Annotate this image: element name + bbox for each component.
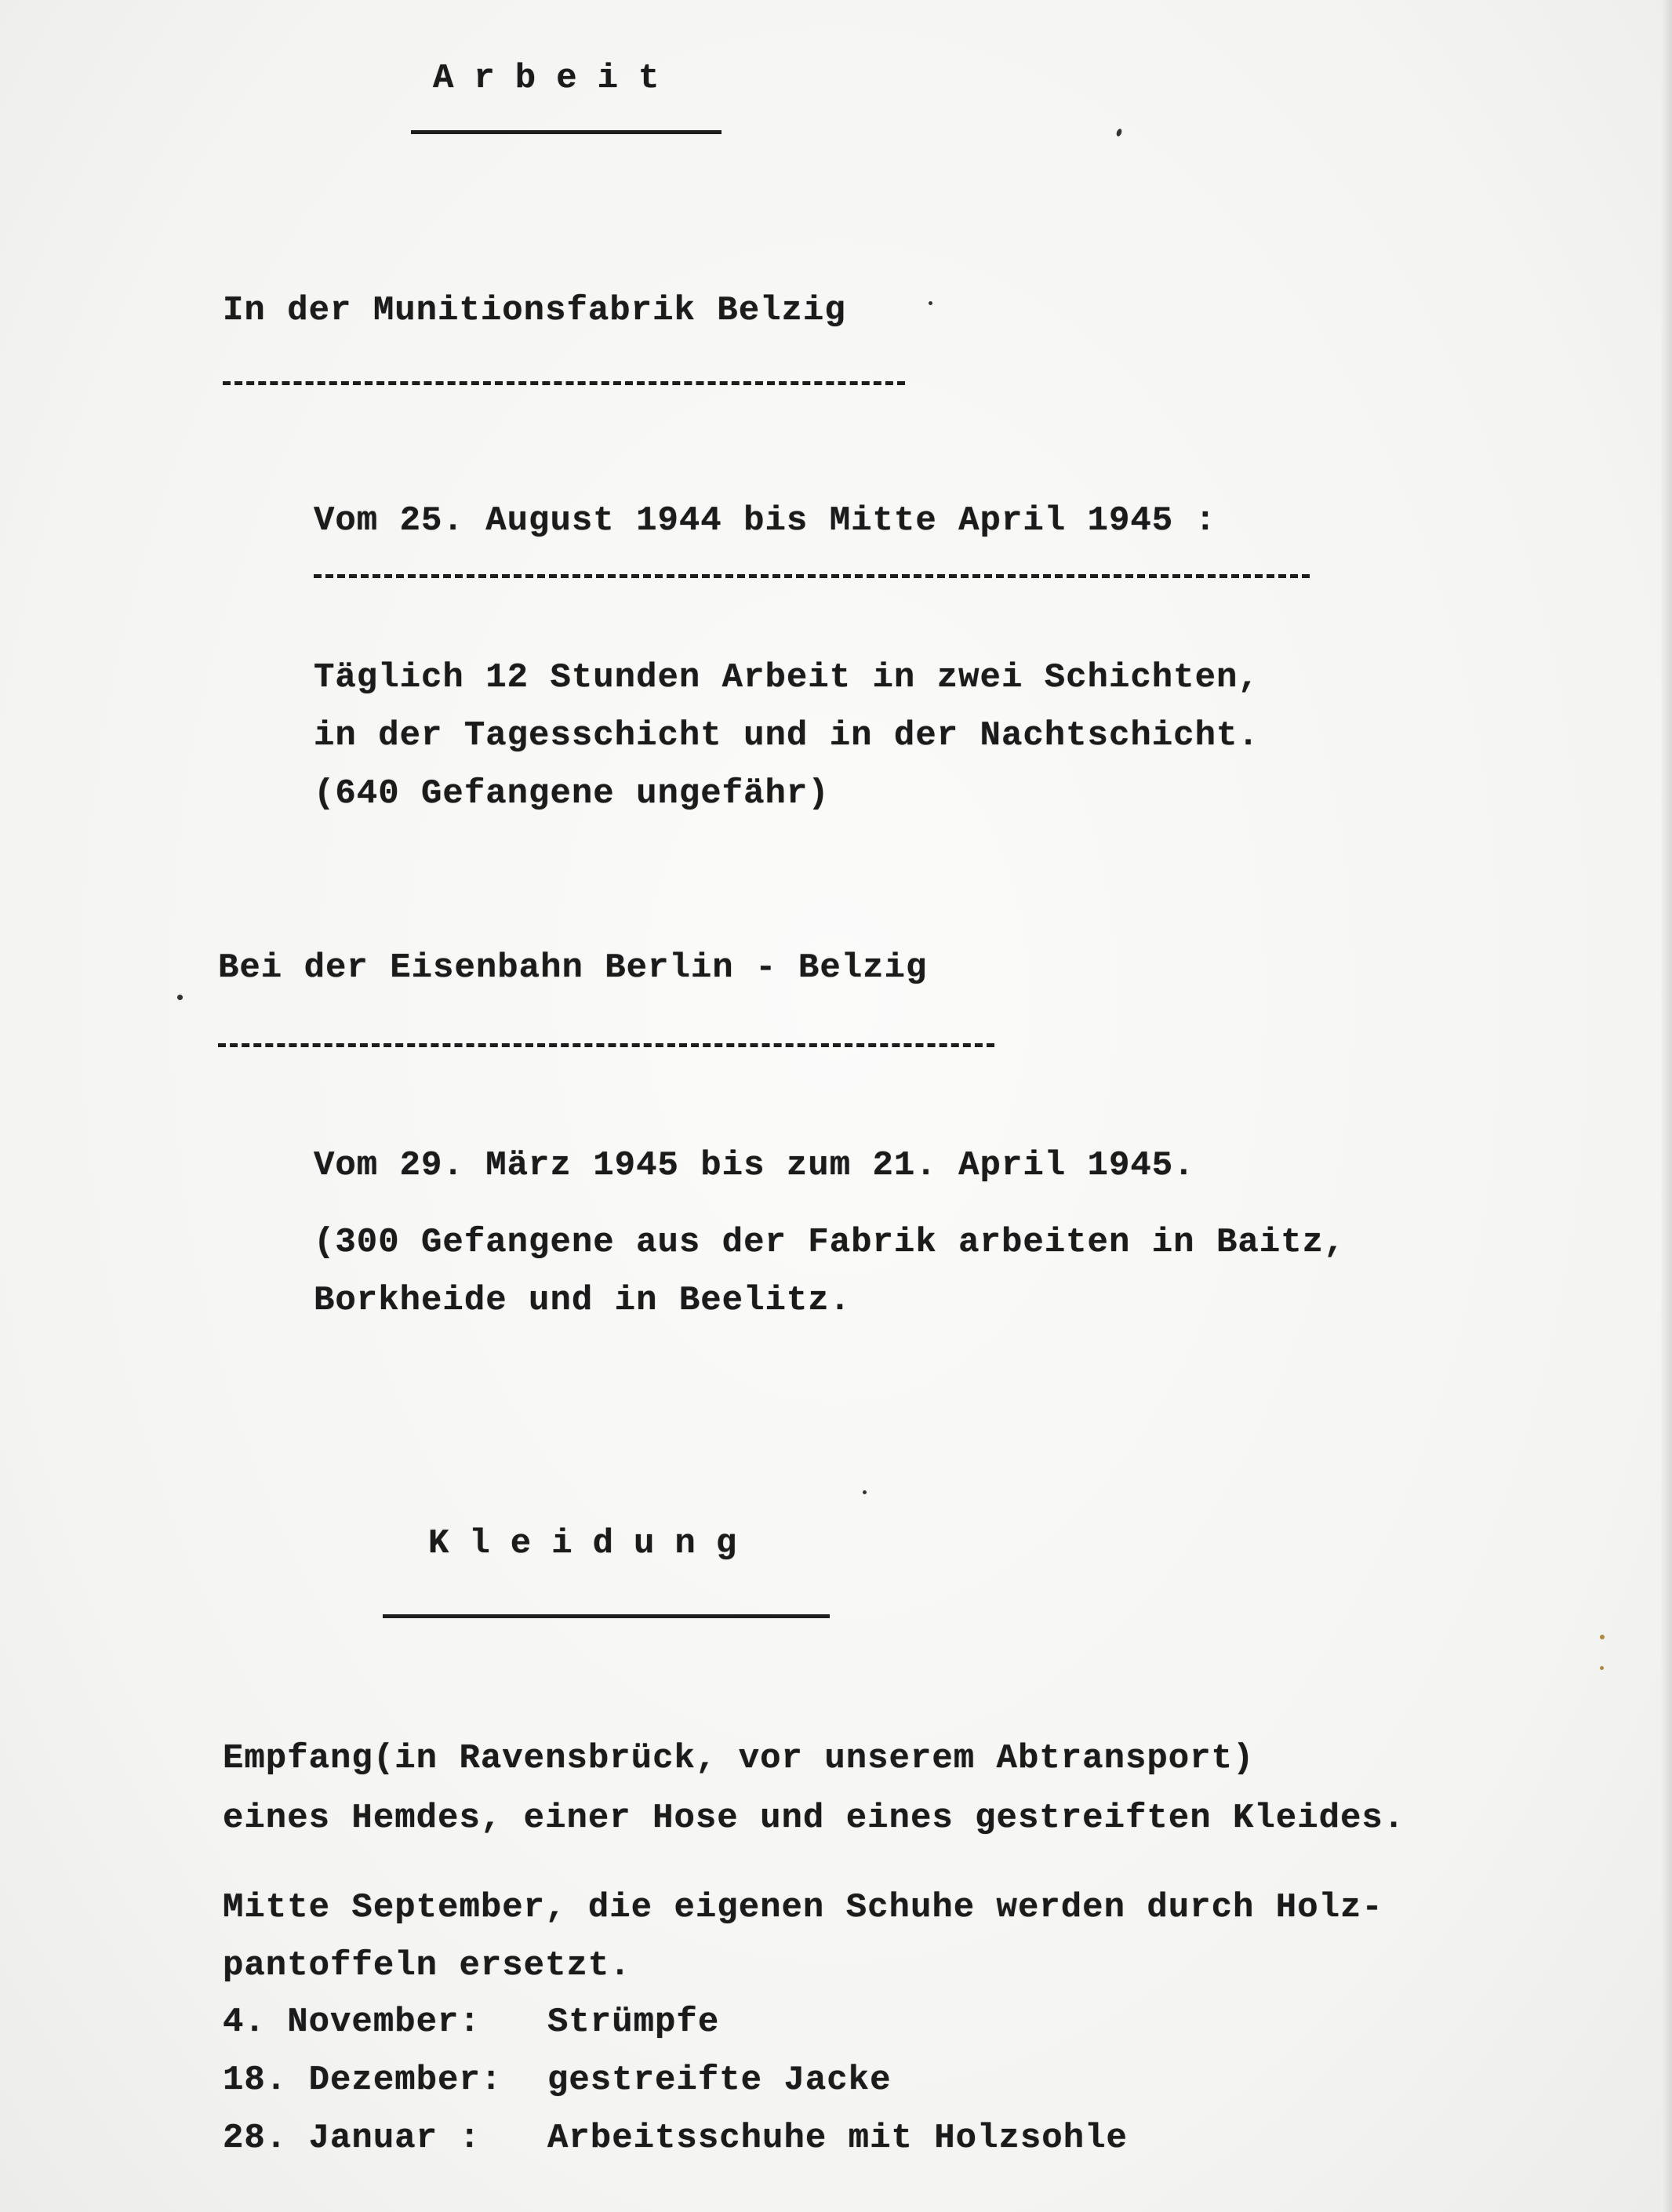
clothing-entry-item: Arbeitsschuhe mit Holzsohle [547,2119,1128,2158]
clothing-entry-date: 18. Dezember: [223,2061,503,2100]
munitions-line: (640 Gefangene ungefähr) [314,774,830,813]
clothing-line: pantoffeln ersetzt. [223,1946,631,1985]
page-edge [1661,0,1672,2212]
scan-speck [1600,1635,1605,1639]
section-title-work: Arbeit [433,59,680,98]
clothing-entry-item: Strümpfe [547,2003,720,2042]
railway-heading: Bei der Eisenbahn Berlin - Belzig [218,948,928,988]
period-underline [314,574,1310,578]
scan-speck [863,1490,867,1494]
munitions-line: in der Tagesschicht und in der Nachtschicht. [314,716,1259,755]
railway-line: (300 Gefangene aus der Fabrik arbeiten in Baitz, [314,1223,1346,1262]
munitions-period: Vom 25. August 1944 bis Mitte April 1945 : [314,501,1216,540]
scan-speck [1600,1666,1604,1670]
section-title-clothing: Kleidung [428,1524,758,1563]
munitions-line: Täglich 12 Stunden Arbeit in zwei Schichten, [314,658,1259,697]
munitions-heading: In der Munitionsfabrik Belzig [223,291,846,330]
scan-speck [177,995,183,1000]
clothing-entry-date: 28. Januar : [223,2119,481,2158]
title-underline [411,130,722,134]
clothing-line: Mitte September, die eigenen Schuhe werden durch Holz- [223,1888,1383,1927]
clothing-line: eines Hemdes, einer Hose und eines gestreiften Kleides. [223,1799,1405,1838]
clothing-entry-date: 4. November: [223,2003,481,2042]
clothing-entry-item: gestreifte Jacke [547,2061,892,2100]
clothing-line: Empfang(in Ravensbrück, vor unserem Abtransport) [223,1739,1255,1778]
railway-line: Borkheide und in Beelitz. [314,1281,852,1320]
title-underline [383,1614,830,1618]
heading-underline [218,1043,994,1047]
scan-speck [929,301,932,305]
heading-underline [223,381,905,385]
railway-period: Vom 29. März 1945 bis zum 21. April 1945. [314,1146,1195,1185]
scan-speck [1115,128,1122,136]
